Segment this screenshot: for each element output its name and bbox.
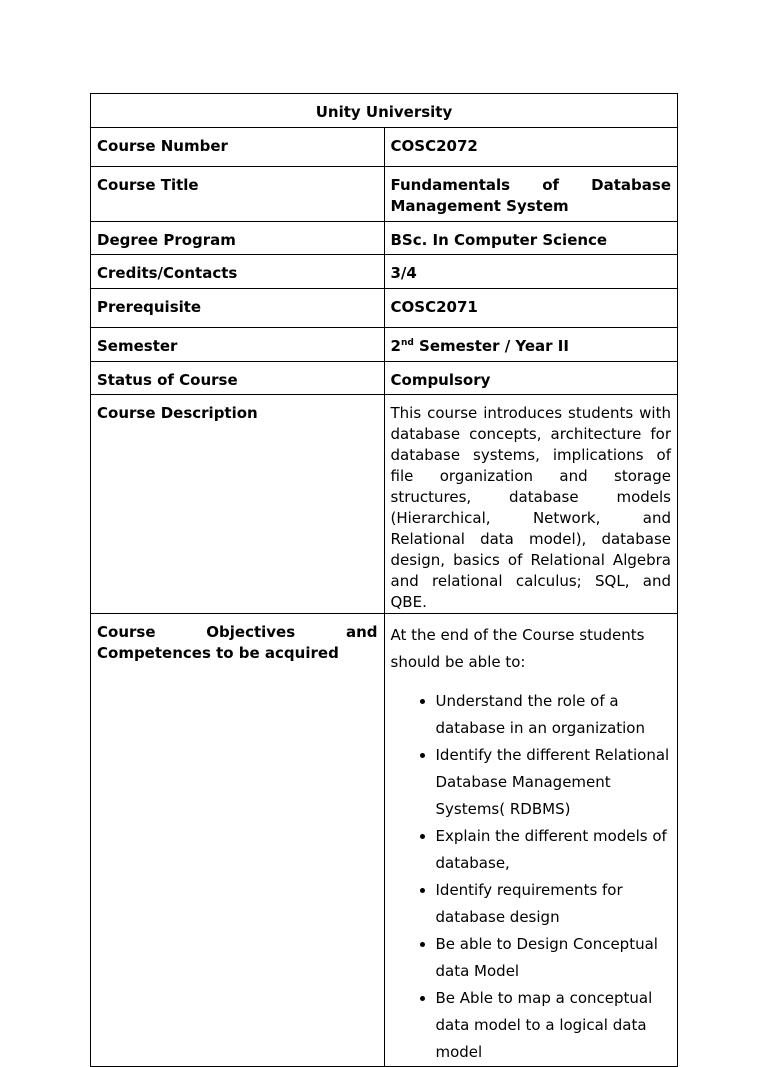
- objectives-value: [384, 614, 678, 1067]
- credits-value: 3/4: [384, 255, 678, 289]
- objectives-list: [391, 688, 672, 1066]
- semester-rest: Semester / Year II: [413, 337, 569, 355]
- semester-label: Semester: [91, 328, 385, 362]
- description-value: This course introduces students with database concepts, architecture for database systems, implications of file organization and storage structures, database models (Hierarchical, Network, and Relational data model), database design, basics of Relational Algebra and relational calculus; SQL, and QBE.: [384, 395, 678, 614]
- objective-item: • Be able to Design Conceptual data Model: [436, 931, 672, 985]
- course-number-label: Course Number: [91, 128, 385, 167]
- objective-item: • Identify the different Relational Database Management Systems( RDBMS): [436, 742, 672, 823]
- objective-item: • Explain the different models of database,: [436, 823, 672, 877]
- degree-program-value: BSc. In Computer Science: [384, 222, 678, 255]
- row-course-number: [91, 128, 678, 167]
- status-value: Compulsory: [384, 362, 678, 395]
- semester-value: [384, 328, 678, 362]
- table-header-row: [91, 94, 678, 128]
- row-credits: [91, 255, 678, 289]
- semester-ordinal-suffix: nd: [400, 338, 414, 348]
- row-course-title: [91, 167, 678, 222]
- row-prerequisite: [91, 289, 678, 328]
- prerequisite-value: COSC2071: [384, 289, 678, 328]
- course-title-label: Course Title: [91, 167, 385, 222]
- row-semester: [91, 328, 678, 362]
- degree-program-label: Degree Program: [91, 222, 385, 255]
- row-description: [91, 395, 678, 614]
- credits-label: Credits/Contacts: [91, 255, 385, 289]
- semester-number: 2: [390, 337, 401, 355]
- course-title-value: Fundamentals of Database Management System: [384, 167, 678, 222]
- objectives-intro: At the end of the Course students should be able to:: [390, 626, 645, 671]
- objective-item: • Understand the role of a database in an organization: [436, 688, 672, 742]
- course-info-table: [90, 93, 678, 1067]
- university-name: Unity University: [91, 94, 678, 128]
- objective-item: • Identify requirements for database design: [436, 877, 672, 931]
- description-label: Course Description: [91, 395, 385, 614]
- course-number-value: COSC2072: [384, 128, 678, 167]
- status-label: Status of Course: [91, 362, 385, 395]
- objectives-label: Course Objectives and Competences to be acquired: [91, 614, 385, 1067]
- prerequisite-label: Prerequisite: [91, 289, 385, 328]
- row-objectives: [91, 614, 678, 1067]
- objective-item: • Be Able to map a conceptual data model to a logical data model: [436, 985, 672, 1066]
- row-status: [91, 362, 678, 395]
- row-degree-program: [91, 222, 678, 255]
